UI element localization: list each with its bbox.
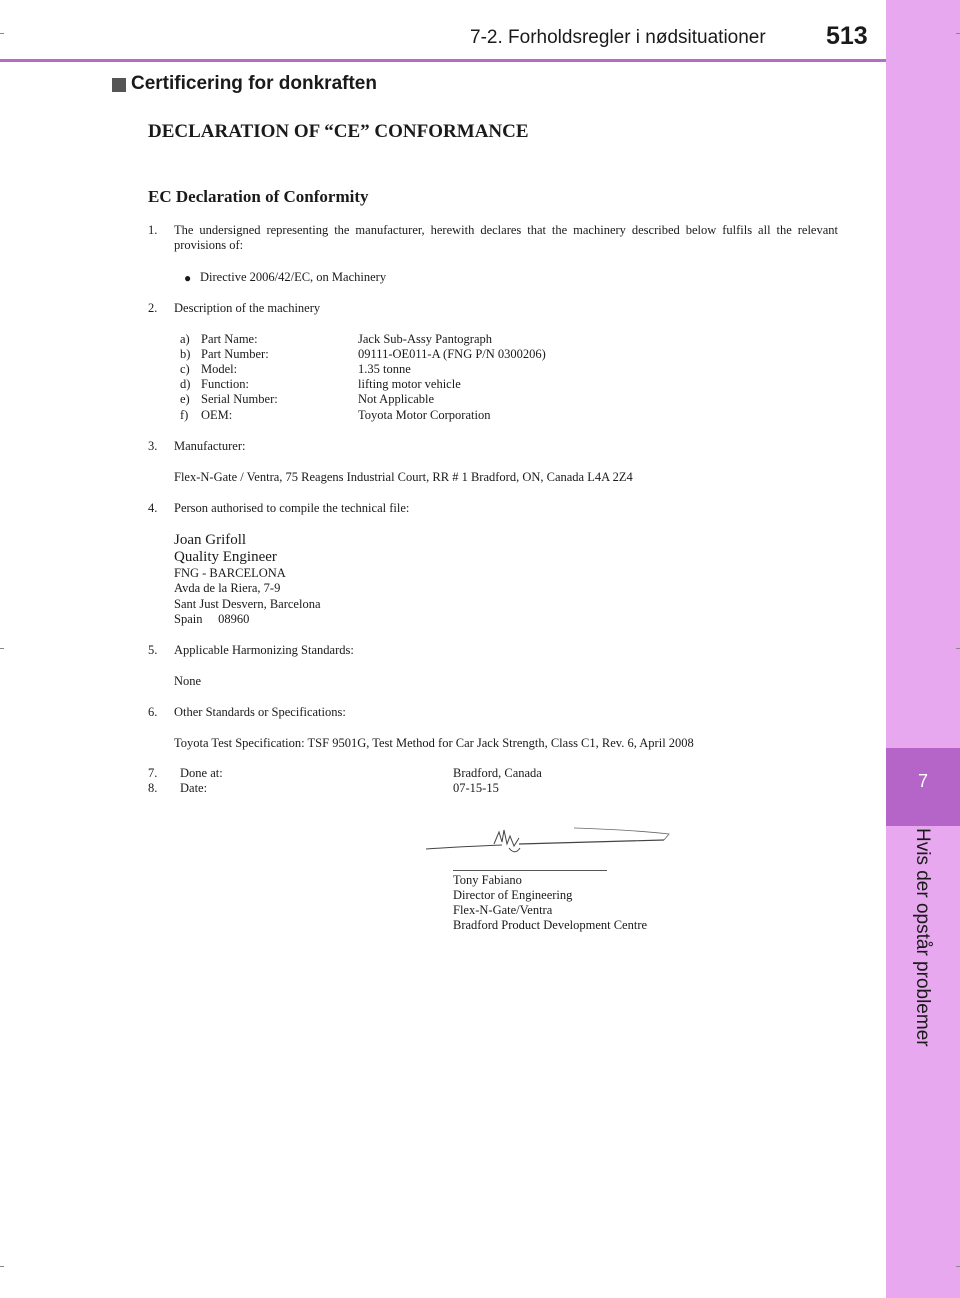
section-heading: Certificering for donkraften (131, 73, 377, 94)
part-row-label: Serial Number: (201, 392, 278, 406)
part-row-letter: d) (180, 377, 191, 391)
item-2-text: Description of the machinery (174, 301, 321, 315)
part-row-letter: b) (180, 347, 191, 361)
item-number: 6. (148, 705, 158, 719)
declaration-subtitle: EC Declaration of Conformity (148, 187, 369, 206)
chapter-title-text: Hvis der opstår problemer (912, 828, 933, 1047)
declaration-title: DECLARATION OF “CE” CONFORMANCE (148, 121, 529, 142)
handwritten-signature (424, 822, 674, 864)
part-row-letter: f) (180, 408, 189, 422)
bullet-icon: ● (184, 271, 192, 285)
item-number: 2. (148, 301, 158, 315)
done-at-label: Done at: (180, 766, 223, 780)
harmonizing-standards-value: None (174, 674, 202, 688)
crop-mark (956, 1266, 960, 1267)
part-row-letter: e) (180, 392, 190, 406)
signer-name: Tony Fabiano (453, 873, 522, 887)
signer-title: Director of Engineering (453, 888, 573, 902)
part-row-label: OEM: (201, 408, 233, 422)
item-3-text: Manufacturer: (174, 439, 246, 453)
chapter-sidebar (886, 0, 960, 1298)
date-value: 07-15-15 (453, 781, 499, 795)
manufacturer-address: Flex-N-Gate / Ventra, 75 Reagens Industrial Court, RR # 1 Bradford, ON, Canada L4A 2Z4 (174, 470, 633, 484)
signature-line (453, 870, 607, 871)
signer-centre: Bradford Product Development Centre (453, 918, 648, 932)
part-row-value: lifting motor vehicle (358, 377, 461, 391)
part-row-value: 1.35 tonne (358, 362, 411, 376)
contact-role: Quality Engineer (174, 549, 277, 565)
running-header-title: 7-2. Forholdsregler i nødsituationer (470, 27, 766, 48)
item-6-text: Other Standards or Specifications: (174, 705, 346, 719)
header-rule (0, 59, 886, 62)
contact-name: Joan Grifoll (174, 532, 247, 548)
chapter-number-tab[interactable]: 7 (886, 748, 960, 826)
item-number: 5. (148, 643, 158, 657)
date-label: Date: (180, 781, 208, 795)
part-row-value: Toyota Motor Corporation (358, 408, 491, 422)
part-row-letter: a) (180, 332, 190, 346)
crop-mark (956, 648, 960, 649)
crop-mark (0, 33, 4, 34)
item-number: 8. (148, 781, 158, 795)
signer-company: Flex-N-Gate/Ventra (453, 903, 553, 917)
part-row-label: Function: (201, 377, 249, 391)
item-number: 7. (148, 766, 158, 780)
part-row-label: Part Number: (201, 347, 269, 361)
item-number: 3. (148, 439, 158, 453)
crop-mark (0, 1266, 4, 1267)
page-number: 513 (826, 22, 868, 50)
part-row-value: Not Applicable (358, 392, 435, 406)
item-number: 4. (148, 501, 158, 515)
item-number: 1. (148, 223, 158, 237)
part-row-label: Model: (201, 362, 238, 376)
item-1-bullet: Directive 2006/42/EC, on Machinery (200, 270, 387, 284)
part-row-value: 09111-OE011-A (FNG P/N 0300206) (358, 347, 546, 361)
contact-address-line: Avda de la Riera, 7-9 (174, 581, 281, 595)
other-specification-value: Toyota Test Specification: TSF 9501G, Test Method for Car Jack Strength, Class C1, Rev. 6, April 2008 (174, 736, 694, 750)
item-4-text: Person authorised to compile the technical file: (174, 501, 410, 515)
item-1-text: The undersigned representing the manufacturer, herewith declares that the machinery described below fulfils all the relevant provisions of: (174, 223, 838, 252)
contact-address-line: Spain 08960 (174, 612, 250, 626)
part-row-label: Part Name: (201, 332, 258, 346)
part-row-value: Jack Sub-Assy Pantograph (358, 332, 493, 346)
crop-mark (0, 648, 4, 649)
item-5-text: Applicable Harmonizing Standards: (174, 643, 354, 657)
done-at-value: Bradford, Canada (453, 766, 542, 780)
part-row-letter: c) (180, 362, 190, 376)
contact-address-line: Sant Just Desvern, Barcelona (174, 597, 321, 611)
contact-org: FNG - BARCELONA (174, 566, 286, 580)
section-square-icon (112, 78, 126, 92)
crop-mark (956, 33, 960, 34)
